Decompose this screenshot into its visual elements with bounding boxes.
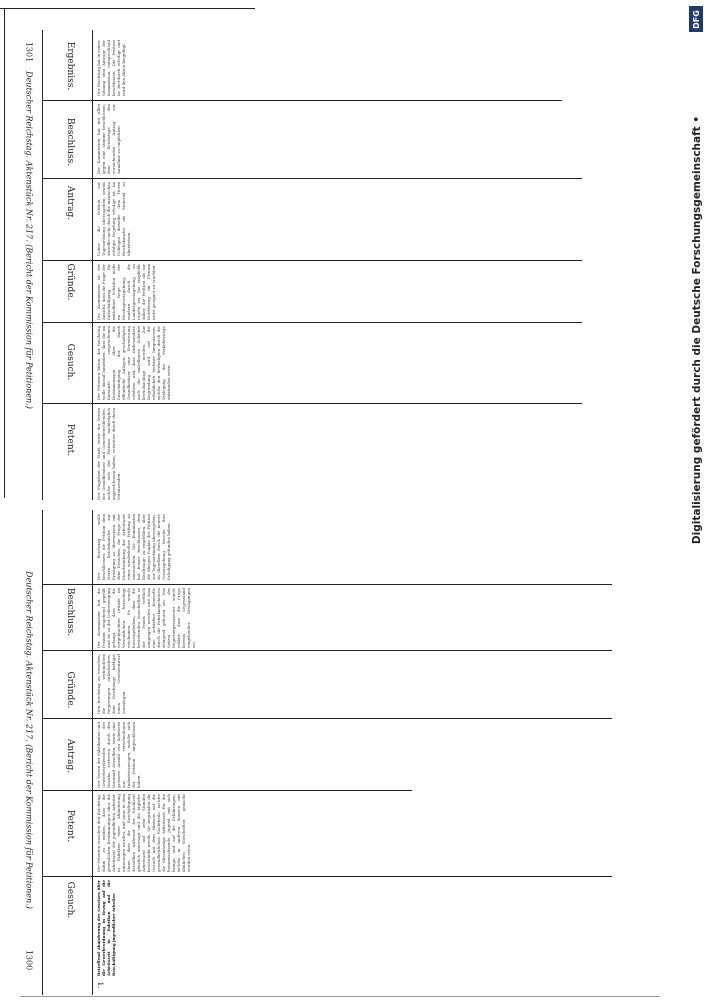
cell-beschluss: Der Reichstag wolle beschliessen: die Petition dem Herrn Reichskanzler zur Erwägung zu überweisen, mit dem Ersuchen, die Frage der Einschränkung der Arbeitszeit einer wiederholten Prüfung zu unterziehen. Die Kommission hat ferner beschlossen, dem Reichstage zu empfehlen, über die übrigen Punkte der Petition zur Tagesordnung überzugehen, da dieselben durch die neuere Gesetzgebung bereits ihre Erledigung gefunden haben. (96, 514, 171, 580)
cell-gruende: Die Kommission hat die Petition eingehend geprüft und ist zu der Ueberzeugung gelangt, dass die vorgebrachten Gründe im Wesentlichen berechtigt erscheinen. Es wurde hervorgehoben, dass die bestehenden Vorschriften in der Praxis vielfach umgangen werden und dass eine schärfere Kontrolle durch die Fabrikinspektoren dringend geboten sei. Von Seiten der Regierungsvertreter wurde erklärt, dass die Frage bereits Gegenstand eingehender Erwägungen sei. (96, 588, 196, 648)
col-head-1: Petent. (65, 423, 75, 457)
row-number: 1. (96, 981, 104, 989)
left-edge-rule (4, 8, 5, 498)
col-head-2: Gesuch. (65, 881, 75, 919)
cell-petent: Der Verein der Fabrikanten und Gewerbetreibenden des Bezirks, vertreten durch den Vorstand desselben, sowie eine grössere Anzahl von Arbeitern aus verschiedenen Industriezweigen, welche sich der Petition angeschlossen haben. (96, 722, 141, 788)
col-sep (42, 584, 612, 585)
cell-beschluss: Die Kommission hat mit allen gegen eine Stimme beschlossen, dem Reichstage den vorstehenden Antrag zur Annahme zu empfehlen. (96, 104, 121, 174)
bottom-rule (20, 996, 660, 997)
col-head-4: Antrag. (65, 185, 75, 221)
col-head-3: Petent. (65, 809, 75, 843)
col-sep (42, 260, 582, 261)
dfg-logo: DFG (689, 6, 703, 32)
cell-gruende: Die Kommission ist der Ansicht, dass die Frage der Entschädigung für mittelbare Schäden nicht im Wege der Reichsgesetzgebung, sondern durch die Landesgesetzgebung zu regeln sei. Sie empfiehlt daher, die Petition als zur Erörterung im Plenum nicht geeignet zu erachten. (96, 264, 156, 320)
col-sep (42, 650, 612, 651)
col-sep (42, 876, 612, 877)
col-head-3: Gründe. (65, 263, 75, 301)
cell-antrag: Ueber die Petition zur Tagesordnung überzugehen, soweit dieselbe nicht durch die inzwischen erfolgte Regelung erledigt ist; im Uebrigen dieselbe dem Herrn Reichskanzler als Material zu überweisen. (96, 182, 131, 256)
digitization-notice: Digitalisierung gefördert durch die Deutsche Forschungsgemeinschaft • (691, 115, 703, 545)
cell-petent: Der Magistrat der Stadt, sowie der Verein der Grundbesitzer und Gewerbetreibenden, welche sich der Petition nachträglich angeschlossen haben, vertreten durch ihren Vorsitzenden. (96, 408, 121, 500)
col-sep (42, 100, 562, 101)
col-sep (42, 322, 582, 323)
col-head-2: Gesuch. (65, 343, 75, 381)
cell-ergebniss: Der Reichstag hat in seiner Sitzung dem Antrage der Kommission entsprechend beschlossen. Die Petition ist hierdurch erledigt und wird den Akten beigefügt. (96, 40, 126, 96)
header-rule (42, 510, 43, 995)
running-head: Deutscher Reichstag. Aktenstück Nr. 217. (Bericht der Kommission für Petitionen.) (24, 571, 34, 909)
top-rule (0, 8, 255, 9)
subheader-rule (92, 510, 93, 995)
col-head-6: Ergebniss. (65, 41, 75, 91)
col-sep (42, 790, 412, 791)
row-title: Betreffend Abänderung des Gesetzes über die Gewerbeordnung in Bezug auf die Arbeitszeit in Fabriken und die Beschäftigung jugendlicher Arbeiter. (96, 880, 116, 976)
page-number: 1301 (24, 41, 34, 63)
running-head: Deutscher Reichstag. Aktenstück Nr. 217. (Bericht der Kommission für Petitionen.) (24, 71, 34, 409)
col-sep (42, 403, 582, 404)
cell-antrag: Den Reichstag zu ersuchen, die verbündeten Regierungen aufzufordern, dem Reichstage baldigst einen Gesetzentwurf vorzulegen. (96, 654, 126, 714)
col-head-4: Antrag. (65, 738, 75, 774)
cell-gesuch: Die Petenten ersuchen den Reichstag, dahin zu wirken, dass die gesetzlichen Bestimmungen über die Arbeitszeit der jugendlichen Arbeiter in Fabriken einer Abänderung unterzogen werden, und zwar in dem Sinne, dass die Beschäftigung derselben während der Nachtzeit gänzlich untersagt und die tägliche Arbeitszeit auf zehn Stunden beschränkt werde. Sie begründen ihr Gesuch mit dem Hinweis auf die gesundheitlichen Nachtheile, welche die übermässige Arbeitszeit für die heranwachsende Jugend mit sich bringe, und auf die Erfahrungen, welche in anderen Staaten mit ähnlichen Vorschriften gemacht worden seien. (96, 794, 191, 872)
col-head-5: Gründe. (65, 671, 75, 709)
col-sep (42, 178, 582, 179)
col-sep (42, 718, 612, 719)
page-number: 1300 (24, 949, 34, 971)
cell-gesuch: Die Petenten bitten, der Reichstag wolle darauf hinwirken, dass die im Entwurfe vorgesehenen Bestimmungen über die Entschädigung der durch öffentliche Anlagen geschädigten Grundbesitzer eine Erweiterung erfahren und dass insbesondere auch die mittelbaren Schäden berücksichtigt werden. Zur Begründung wird auf die erheblichen Verluste hingewiesen, welche den Betheiligten durch die Verlegung der Verkehrswege entstanden seien. (96, 326, 171, 400)
col-head-6: Beschluss. (65, 587, 75, 637)
col-head-5: Beschluss. (65, 117, 75, 167)
